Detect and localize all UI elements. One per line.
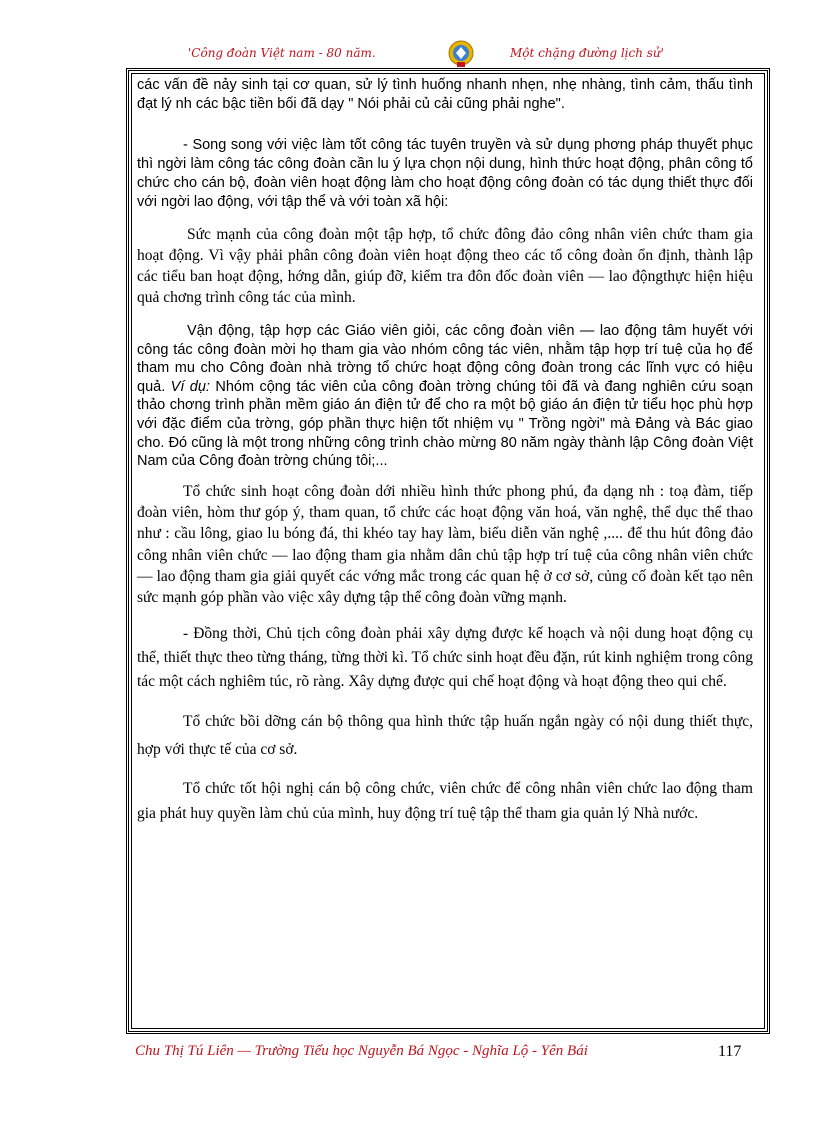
union-emblem-icon xyxy=(448,40,474,68)
paragraph-8: Tổ chức tốt hội nghị cán bộ công chức, viên chức để công nhân viên chức lao động tham gia phát huy quyền làm chủ của mình, huy động trí tuệ tập thể tham gia quản lý Nhà nước. xyxy=(137,779,753,822)
paragraph-6: - Đồng thời, Chủ tịch công đoàn phải xây dựng được kế hoạch và nội dung hoạt động cụ thể, thiết thực theo từng tháng, từng thời kì. Tổ chức sinh hoạt đều đặn, rút kinh nghiệm trong công tác một cách nghiêm túc, rõ ràng. Xây dựng được qui chế hoạt động và hoạt động theo qui chế. xyxy=(137,624,753,690)
paragraph-3: Sức mạnh của công đoàn một tập hợp, tổ chức đông đảo công nhân viên chức tham gia hoạt động. Vì vậy phải phân công đoàn viên hoạt động theo các tổ công đoàn ổn định, thành lập các tiểu ban hoạt động, hớng dẫn, giúp đỡ, kiểm tra đôn đốc đoàn viên — lao độngthực hiện hiệu quả chơng trình công tác của mình. xyxy=(137,226,753,306)
header-left-title: 'Công đoàn Việt nam - 80 năm. xyxy=(188,46,376,60)
body-content xyxy=(137,76,753,826)
page-number: 117 xyxy=(718,1043,742,1060)
paragraph-4-text-before: Vận động, tập hợp các Giáo viên giỏi, các công đoàn viên — lao động tâm huyết với công tác công đoàn mời họ tham gia vào nhóm công tác viên, nhằm tập hợp trí tuệ của họ để tham mu cho Công đoàn nhà trờng tổ chức hoạt động công đoàn trong các lĩnh vực có hiệu quả. xyxy=(137,323,753,395)
paragraph-1: các vấn đề nảy sinh tại cơ quan, sử lý tình huống nhanh nhẹn, nhẹ nhàng, tình cảm, thấu tình đạt lý nh các bậc tiền bối đã dạy " Nói phải củ cải cũng phải nghe". xyxy=(137,77,753,112)
page-footer-author: Chu Thị Tú Liên — Trường Tiểu học Nguyễn Bá Ngọc - Nghĩa Lộ - Yên Bái xyxy=(135,1043,588,1059)
paragraph-4-text-after: Nhóm cộng tác viên của công đoàn trờng chúng tôi đã và đang nghiên cứu soạn thảo chơng trình phần mềm giáo án điện tử để cho ra một bộ giáo án điện tử tiểu học phù hợp với đặc điểm của trờng, góp phần thực hiện tốt nhiệm vụ " Trồng ngời" mà Đảng và Bác giao cho. Đó cũng là một trong những công trình chào mừng 80 năm ngày thành lập Công đoàn Việt Nam của Công đoàn trờng chúng tôi;... xyxy=(137,378,754,470)
header-right-title: Một chặng đường lịch sử' xyxy=(510,46,664,60)
paragraph-7: Tổ chức bồi dỡng cán bộ thông qua hình thức tập huấn ngắn ngày có nội dung thiết thực, hợp với thực tế của cơ sở. xyxy=(137,712,753,758)
paragraph-4-example-label: Ví dụ: xyxy=(170,378,210,395)
paragraph-2: - Song song với việc làm tốt công tác tuyên truyền và sử dụng phơng pháp thuyết phục thì ngời làm công tác công đoàn cần lu ý lựa chọn nội dung, hình thức hoạt động, phân công tổ chức cho cán bộ, đoàn viên hoạt động làm cho hoạt động công đoàn có tác dụng thiết thực đối với ngời lao động, với tập thể và với toàn xã hội: xyxy=(137,137,753,210)
paragraph-5: Tổ chức sinh hoạt công đoàn dới nhiều hình thức phong phú, đa dạng nh : toạ đàm, tiếp đoàn viên, hòm thư góp ý, tham quan, tổ chức các hoạt động văn hoá, văn nghệ, thể dục thể thao như : cầu lông, giao lu bóng đá, thi khéo tay hay làm, biểu diễn văn nghệ ,.... để thu hút đông đảo công nhân viên chức — lao động tham gia nhằm dân chủ tập hợp trí tuệ của công nhân viên chức — lao động tham gia giải quyết các vớng mắc trong các quan hệ ở cơ sở, củng cố đoàn kết tạo nên sức mạnh góp phần vào việc xây dựng tập thể công đoàn vững mạnh. xyxy=(137,482,753,607)
paragraph-4 xyxy=(137,322,753,471)
page-header xyxy=(180,40,740,68)
